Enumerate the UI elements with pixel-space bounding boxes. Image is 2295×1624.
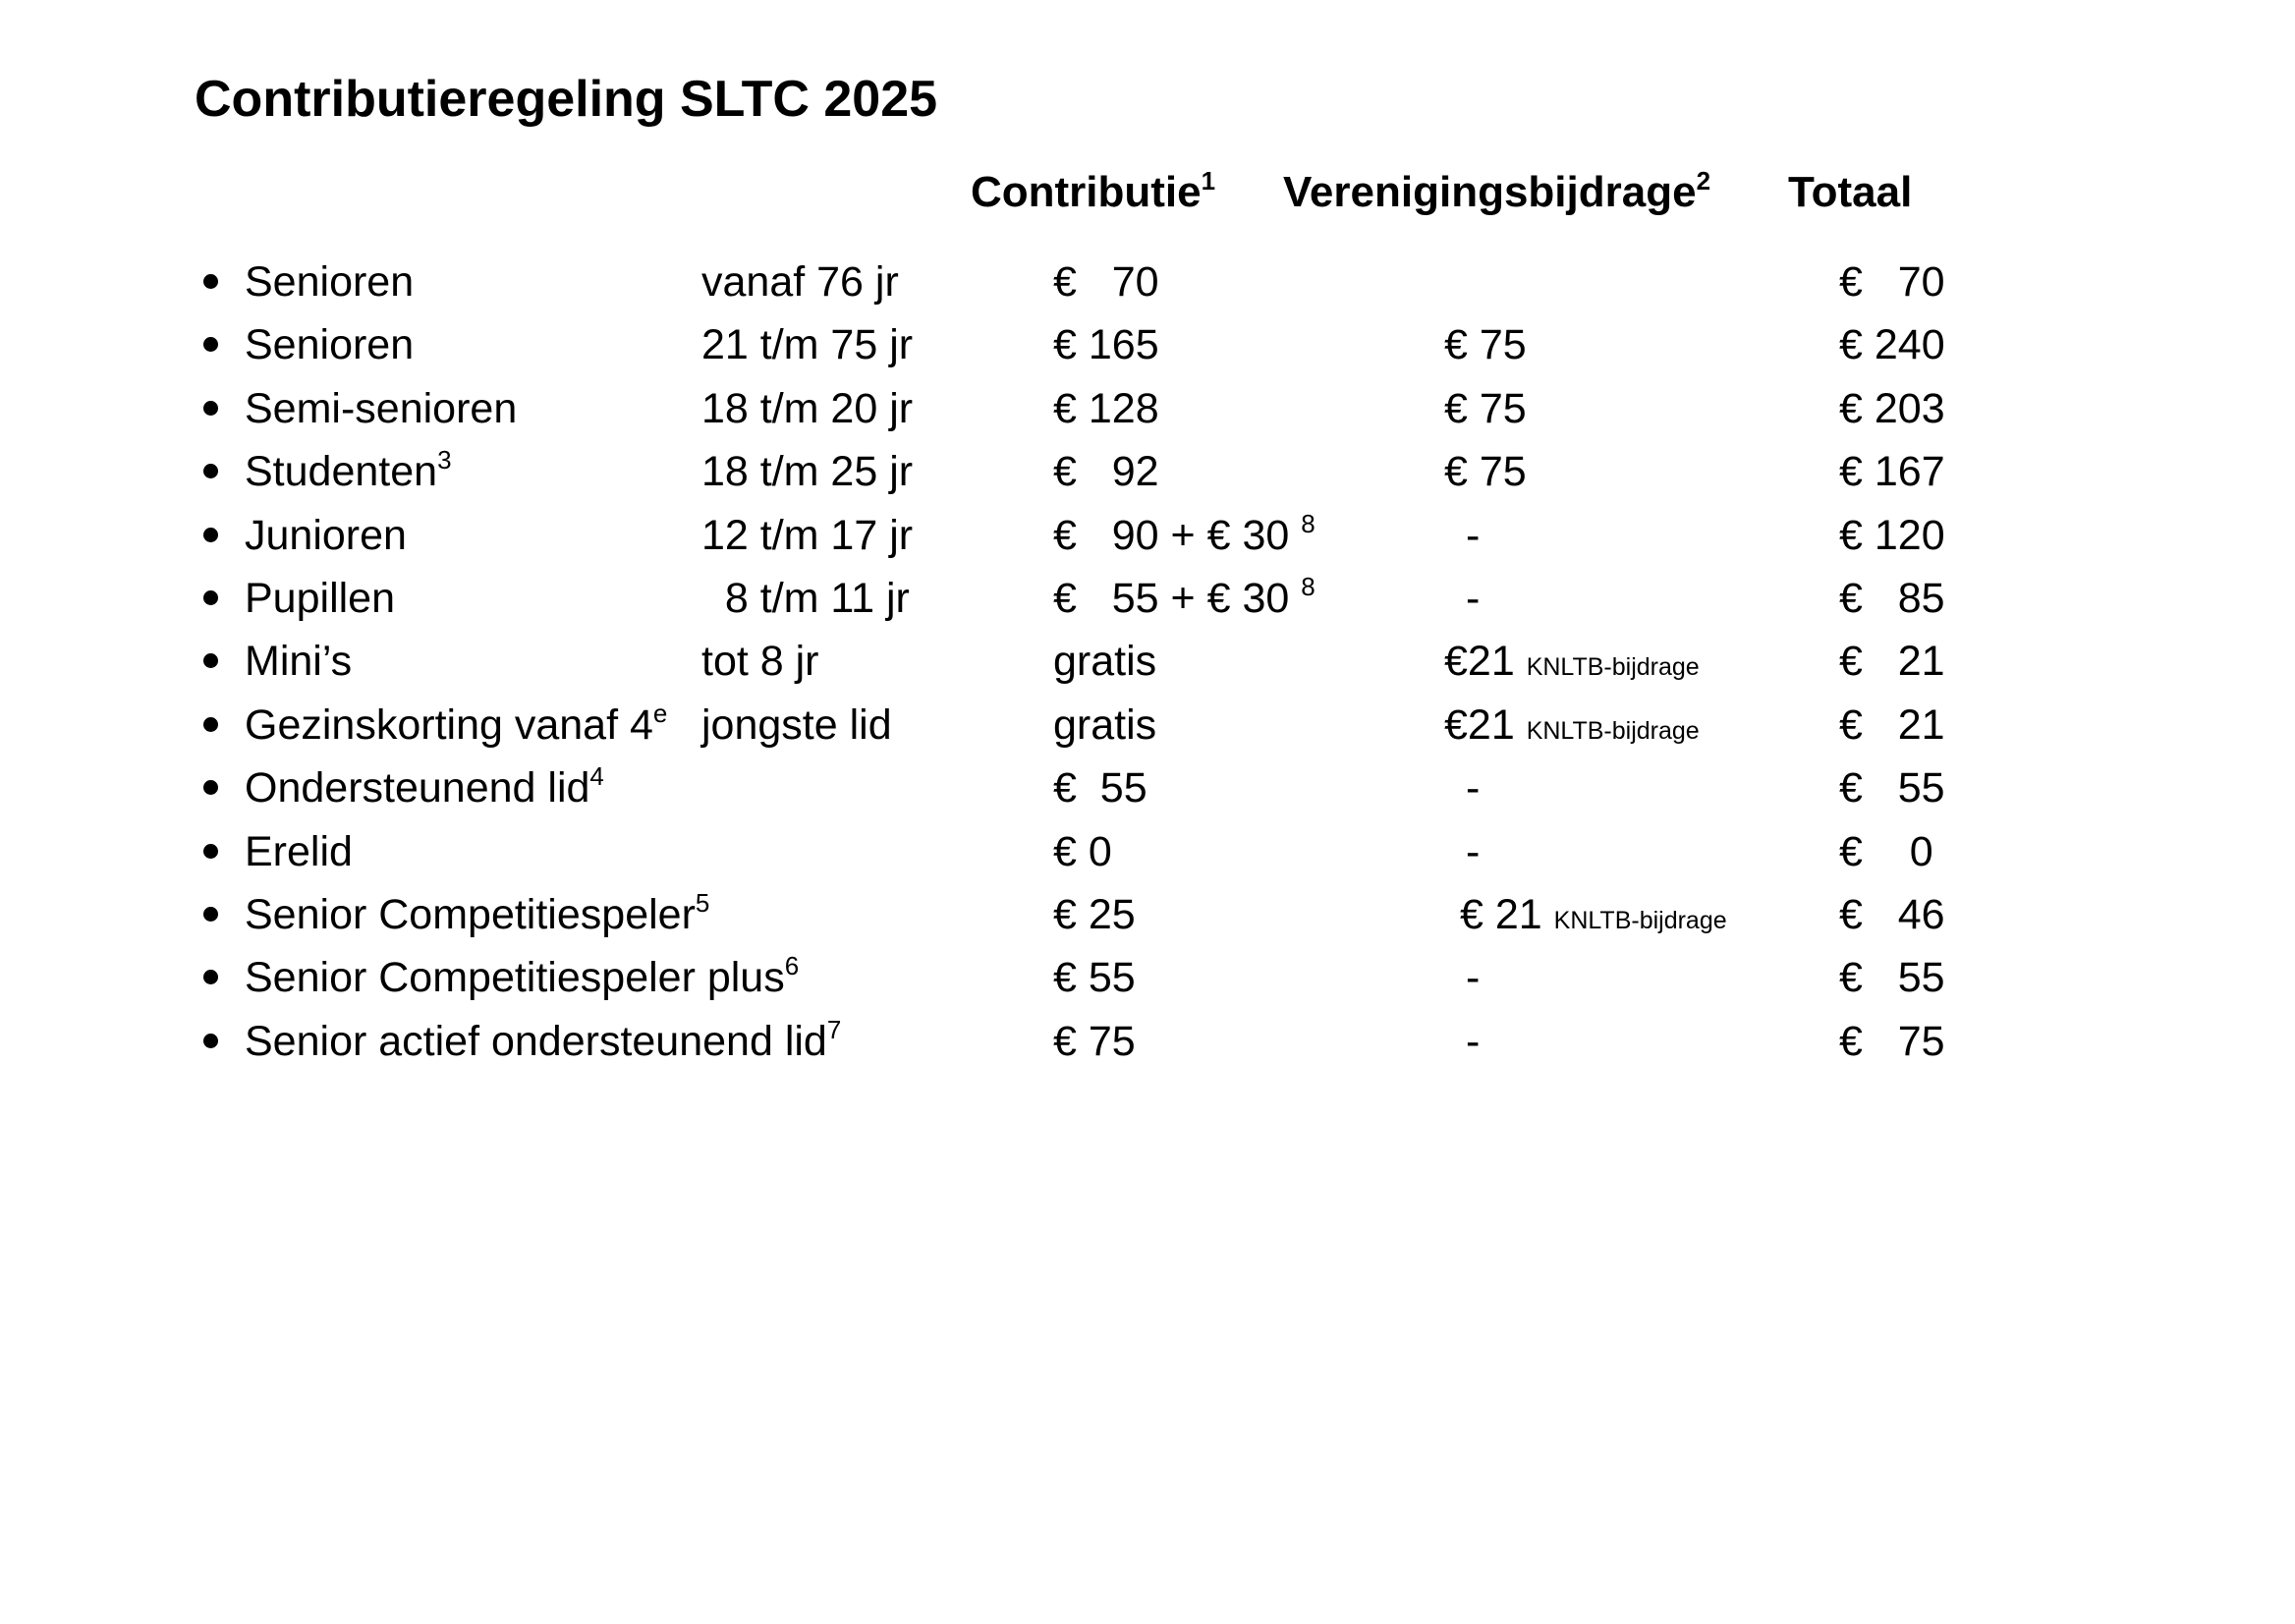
bullet-icon (203, 970, 218, 984)
verenigingsbijdrage-amount (1444, 377, 1527, 446)
contributie-amount (1053, 883, 1136, 946)
contributie-value: € 55 (1053, 764, 1148, 812)
fee-row (0, 504, 2295, 567)
contributie-value: gratis (1053, 701, 1157, 749)
totaal-amount: € 0 (1839, 828, 1933, 875)
knltb-note: KNLTB-bijdrage (1526, 653, 1700, 681)
member-category (245, 820, 353, 883)
bullet-icon (203, 653, 218, 668)
fee-row (0, 946, 2295, 1009)
verenigingsbijdrage-amount (1444, 630, 1700, 699)
member-category (245, 313, 414, 376)
age-range: 12 t/m 17 jr (701, 512, 914, 559)
age-range: 21 t/m 75 jr (701, 321, 914, 368)
member-category (245, 567, 395, 630)
verenigingsbijdrage-amount (1444, 694, 1700, 762)
footnote-marker: 8 (1301, 572, 1315, 601)
footnote-marker: 6 (784, 951, 800, 980)
member-category-label: Studenten (245, 448, 438, 495)
age-range: 8 t/m 11 jr (701, 575, 910, 622)
member-category-label: Junioren (245, 512, 407, 559)
totaal-amount: € 85 (1839, 575, 1945, 622)
verenigingsbijdrage-amount (1466, 567, 1480, 636)
contributie-amount (1053, 756, 1148, 819)
member-category (245, 883, 709, 946)
totaal-amount: € 203 (1839, 385, 1945, 432)
verenigingsbijdrage-value: € 75 (1444, 448, 1527, 495)
member-category-label: Mini’s (245, 638, 353, 685)
contributie-value: € 90 + € 30 (1053, 512, 1302, 559)
member-category-label: Senior Competitiespeler plus (245, 954, 785, 1001)
verenigingsbijdrage-value: € 21 (1460, 891, 1554, 938)
contributie-value: € 55 (1053, 954, 1136, 1001)
totaal-amount: € 21 (1839, 701, 1945, 749)
contributie-value: € 70 (1053, 258, 1159, 306)
fee-row (0, 1010, 2295, 1073)
verenigingsbijdrage-value: - (1466, 575, 1481, 622)
contributie-value: gratis (1053, 638, 1157, 685)
page-title: Contributieregeling SLTC 2025 (195, 71, 938, 128)
header-totaal: Totaal (1788, 168, 1913, 216)
member-category (245, 756, 604, 819)
footnote-marker: 5 (695, 888, 710, 918)
fee-row (0, 883, 2295, 946)
contributie-amount (1053, 313, 1159, 376)
member-category-label: Semi-senioren (245, 385, 518, 432)
contributie-amount (1053, 694, 1156, 756)
header-contributie-label: Contributie (971, 168, 1202, 216)
bullet-icon (203, 1034, 218, 1048)
contributie-amount (1053, 504, 1315, 567)
totaal-amount: € 21 (1839, 638, 1945, 685)
fee-row (0, 377, 2295, 440)
verenigingsbijdrage-amount (1466, 1010, 1480, 1079)
totaal-amount: € 55 (1839, 954, 1945, 1001)
bullet-icon (203, 401, 218, 416)
contributie-value: € 165 (1053, 321, 1159, 368)
verenigingsbijdrage-amount (1466, 504, 1480, 573)
member-category-label: Senior Competitiespeler (245, 891, 696, 938)
bullet-icon (203, 464, 218, 478)
verenigingsbijdrage-value: €21 (1444, 701, 1527, 749)
bullet-icon (203, 717, 218, 732)
verenigingsbijdrage-value: € 75 (1444, 385, 1527, 432)
verenigingsbijdrage-amount (1460, 883, 1727, 952)
bullet-icon (203, 274, 218, 289)
verenigingsbijdrage-amount (1466, 946, 1480, 1015)
member-category (245, 440, 452, 503)
member-category-label: Erelid (245, 828, 353, 875)
age-range: tot 8 jr (701, 638, 819, 685)
contributie-amount (1053, 377, 1159, 440)
member-category (245, 946, 799, 1009)
footnote-marker: 4 (589, 761, 604, 791)
contributie-amount (1053, 630, 1156, 693)
verenigingsbijdrage-value: €21 (1444, 638, 1527, 685)
member-category-label: Senioren (245, 258, 415, 306)
knltb-note: KNLTB-bijdrage (1526, 717, 1700, 745)
contributie-value: € 92 (1053, 448, 1159, 495)
verenigingsbijdrage-value: € 75 (1444, 321, 1527, 368)
verenigingsbijdrage-amount (1444, 313, 1527, 382)
age-range: 18 t/m 20 jr (701, 385, 914, 432)
contributie-value: € 128 (1053, 385, 1159, 432)
verenigingsbijdrage-value: - (1466, 512, 1481, 559)
bullet-icon (203, 907, 218, 922)
fee-row (0, 756, 2295, 819)
age-range: jongste lid (701, 701, 892, 749)
member-category-label: Ondersteunend lid (245, 764, 590, 812)
footnote-marker: e (652, 699, 668, 728)
header-contributie-footnote: 1 (1201, 166, 1216, 196)
verenigingsbijdrage-value: - (1466, 954, 1481, 1001)
contributie-amount (1053, 567, 1315, 630)
fee-row (0, 440, 2295, 503)
verenigingsbijdrage-amount (1466, 756, 1480, 825)
totaal-amount: € 55 (1839, 764, 1945, 812)
age-range: vanaf 76 jr (701, 258, 899, 306)
verenigingsbijdrage-amount (1466, 820, 1480, 889)
totaal-amount: € 46 (1839, 891, 1945, 938)
footnote-marker: 8 (1301, 509, 1315, 538)
fee-row (0, 820, 2295, 883)
fee-row (0, 630, 2295, 693)
member-category-label: Senior actief ondersteunend lid (245, 1018, 827, 1065)
totaal-amount: € 120 (1839, 512, 1945, 559)
member-category-label: Pupillen (245, 575, 395, 622)
footnote-marker: 7 (826, 1015, 842, 1044)
contributie-amount (1053, 820, 1112, 883)
verenigingsbijdrage-amount (1444, 440, 1527, 509)
age-range: 18 t/m 25 jr (701, 448, 914, 495)
fee-row (0, 567, 2295, 630)
member-category (245, 251, 414, 313)
bullet-icon (203, 590, 218, 605)
header-contributie (971, 163, 1215, 222)
fee-row (0, 251, 2295, 313)
header-verenigingsbijdrage-label: Verenigingsbijdrage (1283, 168, 1697, 216)
contributie-value: € 0 (1053, 828, 1112, 875)
header-verenigingsbijdrage (1283, 163, 1710, 222)
member-category-label: Gezinskorting vanaf 4 (245, 701, 653, 749)
member-category (245, 377, 517, 440)
fee-row (0, 313, 2295, 376)
member-category (245, 694, 667, 756)
totaal-amount: € 70 (1839, 258, 1945, 306)
header-verenigingsbijdrage-footnote: 2 (1696, 166, 1711, 196)
contributie-amount (1053, 946, 1136, 1009)
member-category (245, 1010, 841, 1073)
member-category (245, 630, 352, 693)
contributie-amount (1053, 440, 1159, 503)
bullet-icon (203, 528, 218, 542)
contributie-amount (1053, 1010, 1136, 1073)
knltb-note: KNLTB-bijdrage (1553, 907, 1727, 934)
contributie-amount (1053, 251, 1159, 313)
fee-row (0, 694, 2295, 756)
member-category-label: Senioren (245, 321, 415, 368)
member-category (245, 504, 407, 567)
footnote-marker: 3 (437, 445, 452, 475)
bullet-icon (203, 844, 218, 859)
contributie-value: € 25 (1053, 891, 1136, 938)
verenigingsbijdrage-value: - (1466, 828, 1481, 875)
totaal-amount: € 240 (1839, 321, 1945, 368)
bullet-icon (203, 780, 218, 795)
bullet-icon (203, 337, 218, 352)
totaal-amount: € 167 (1839, 448, 1945, 495)
verenigingsbijdrage-value: - (1466, 764, 1481, 812)
totaal-amount: € 75 (1839, 1018, 1945, 1065)
contributie-value: € 75 (1053, 1018, 1136, 1065)
verenigingsbijdrage-value: - (1466, 1018, 1481, 1065)
contributie-value: € 55 + € 30 (1053, 575, 1302, 622)
